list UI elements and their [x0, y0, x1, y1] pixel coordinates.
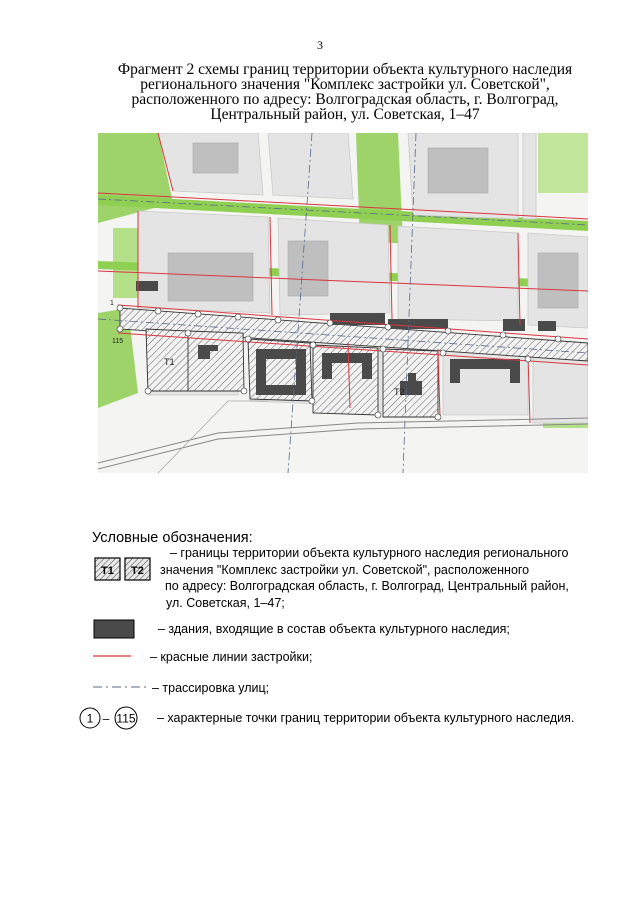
- legend-item-buildings: – здания, входящие в состав объекта культурного наследия;: [158, 622, 510, 636]
- legend-territory-line-3: по адресу: Волгоградская область, г. Волгоград, Центральный район,: [165, 579, 569, 593]
- legend-heading: Условные обозначения:: [92, 530, 253, 546]
- title-line-2: регионального значения "Комплекс застройки ул. Советской",: [140, 76, 550, 93]
- red-line-icon: [93, 653, 133, 659]
- map-label-t2: Т2: [394, 387, 405, 397]
- map-point-last-label: 115: [112, 338, 124, 345]
- legend-t2-label: Т2: [131, 565, 144, 577]
- legend-point-start: 1: [86, 711, 94, 726]
- legend-territory-line-1: – границы территории объекта культурного наследия регионального: [170, 546, 569, 560]
- page-number: 3: [317, 38, 323, 52]
- map-label-t1: Т1: [164, 357, 175, 367]
- document-title: [110, 62, 580, 122]
- title-line-3: расположенного по адресу: Волгоградская область, г. Волгоград,: [131, 91, 559, 108]
- boundary-point-icon: [78, 706, 140, 730]
- map-point-first-label: 1: [110, 300, 114, 307]
- street-tracing-icon: [93, 684, 148, 690]
- legend-item-street-tracing: – трассировка улиц;: [152, 681, 270, 695]
- legend-item-points: – характерные точки границ территории объекта культурного наследия.: [157, 711, 575, 725]
- title-line-4: Центральный район, ул. Советская, 1–47: [210, 106, 480, 123]
- title-line-1: Фрагмент 2 схемы границ территории объекта культурного наследия: [117, 61, 573, 78]
- legend-item-red-lines: – красные линии застройки;: [150, 650, 313, 664]
- legend-territory-line-2: значения "Комплекс застройки ул. Советской", расположенного: [160, 562, 530, 577]
- legend-point-separator: –: [102, 711, 110, 726]
- legend-t1-label: Т1: [101, 565, 114, 577]
- heritage-building-icon: [93, 619, 135, 639]
- legend-item-territory: [160, 545, 569, 611]
- legend-territory-line-4: ул. Советская, 1–47;: [166, 595, 285, 610]
- territory-hatch-icon: [94, 557, 152, 581]
- legend-point-end: 115: [116, 711, 136, 726]
- territory-map: [98, 133, 588, 473]
